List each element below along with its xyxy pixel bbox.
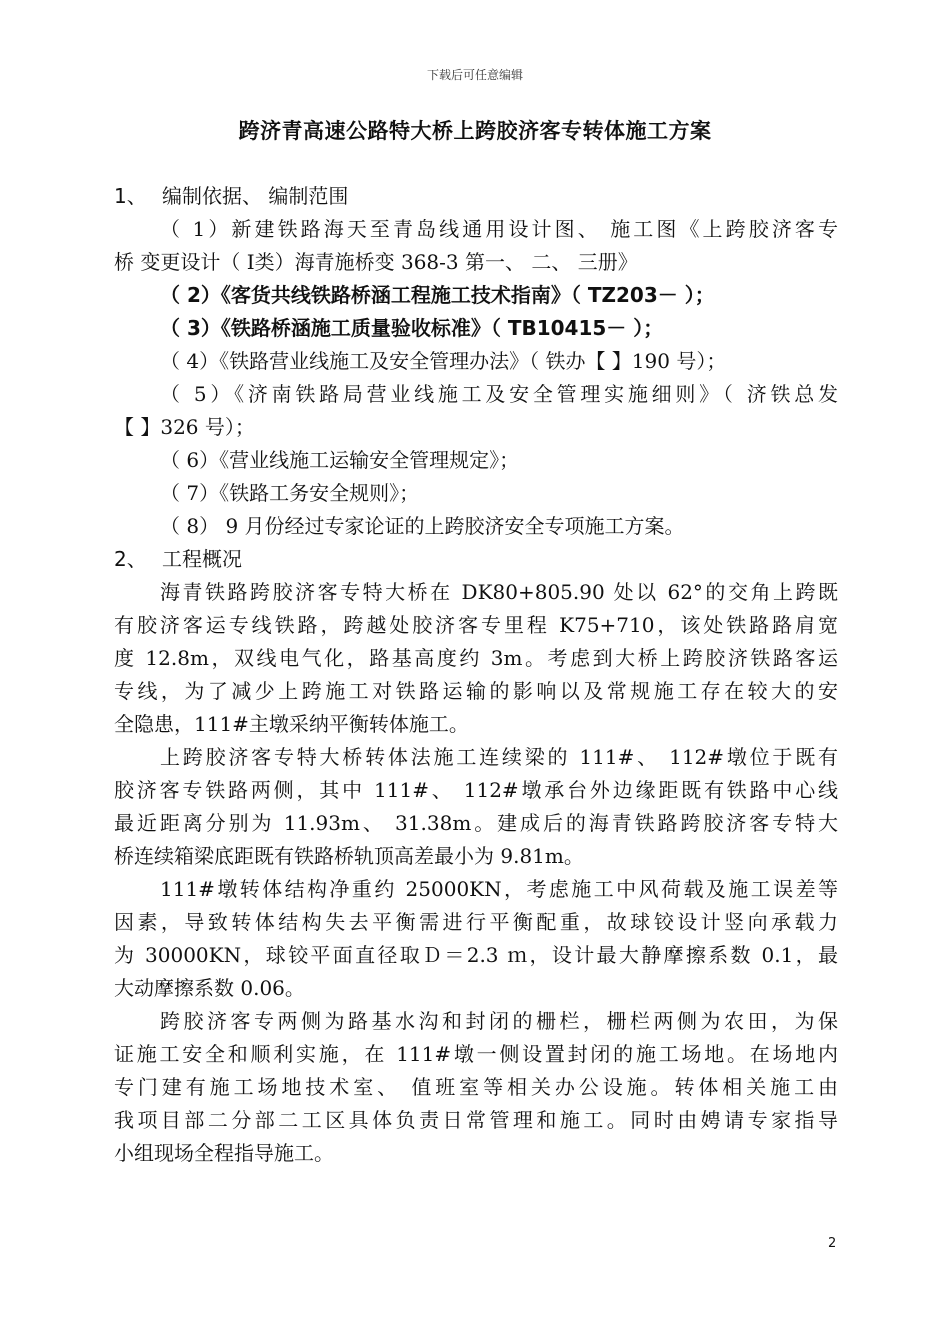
section-number: 1、: [114, 184, 147, 208]
paragraph: [114, 741, 838, 873]
reference-item-continuation: 【 】326 号）；: [114, 415, 255, 439]
document-body: [114, 180, 838, 1170]
text-line: 跨胶济客专两侧为路基水沟和封闭的栅栏，栅栏两侧为农田，为保: [160, 1009, 838, 1033]
text-line: 度 12.8m，双线电气化，路基高度约 3m。考虑到大桥上跨胶济铁路客运: [114, 646, 838, 670]
document-title: 跨济青高速公路特大桥上跨胶济客专转体施工方案: [238, 119, 712, 143]
text-line: 上跨胶济客专特大桥转体法施工连续梁的 111#、 112#墩位于既有: [160, 745, 838, 769]
paragraph: [114, 576, 838, 741]
reference-item: （ 2）《客货共线铁路桥涵工程施工技术指南》（ TZ203－ ）；: [160, 283, 715, 307]
text-line: 胶济客专铁路两侧，其中 111#、 112#墩承台外边缘距既有铁路中心线: [114, 778, 838, 802]
reference-item: （ 6）《营业线施工运输安全管理规定》；: [160, 448, 520, 472]
text-line: 111#墩转体结构净重约 25000KN，考虑施工中风荷载及施工误差等: [160, 877, 838, 901]
reference-item: （ 7）《铁路工务安全规则》；: [160, 481, 420, 505]
paragraph: [114, 1005, 838, 1170]
section-heading: [114, 543, 838, 576]
text-line: 我项目部二分部二工区具体负责日常管理和施工。同时由娉请专家指导: [114, 1108, 838, 1132]
paragraph: [114, 873, 838, 1005]
section-title: 编制依据、 编制范围: [162, 184, 349, 208]
reference-item: （ 5）《济南铁路局营业线施工及安全管理实施细则》（ 济铁总发: [160, 382, 838, 406]
text-line: 专线，为了减少上跨施工对铁路运输的影响以及常规施工存在较大的安: [114, 679, 838, 703]
page-number: 2: [828, 1236, 837, 1251]
text-line: 全隐患，111#主墩采纳平衡转体施工。: [114, 712, 469, 736]
page-header: 下载后可任意编辑: [426, 68, 523, 82]
text-line: 因素，导致转体结构失去平衡需进行平衡配重，故球铰设计竖向承载力: [114, 910, 838, 934]
reference-item: （ 8） 9 月份经过专家论证的上跨胶济安全专项施工方案。: [160, 514, 685, 538]
text-line: 专门建有施工场地技术室、 值班室等相关办公设施。转体相关施工由: [114, 1075, 838, 1099]
text-line: 桥连续箱梁底距既有铁路桥轨顶高差最小为 9.81m。: [114, 844, 584, 868]
reference-item: （ 4）《铁路营业线施工及安全管理办法》（ 铁办【 】190 号）；: [160, 349, 727, 373]
text-line: 大动摩擦系数 0.06。: [114, 976, 305, 1000]
text-line: 为 30000KN，球铰平面直径取Ｄ＝2.3 ｍ，设计最大静摩擦系数 0.1，最: [114, 943, 838, 967]
reference-item: （ 1）新建铁路海天至青岛线通用设计图、 施工图《上跨胶济客专: [160, 217, 838, 241]
section-number: 2、: [114, 547, 147, 571]
section-heading: [114, 180, 838, 213]
reference-item-continuation: 桥 变更设计（ Ⅰ类）海青施桥变 368-3 第一、 二、 三册》: [114, 250, 638, 274]
text-line: 有胶济客运专线铁路，跨越处胶济客专里程 K75+710，该处铁路路肩宽: [114, 613, 838, 637]
section-title: 工程概况: [162, 547, 242, 571]
text-line: 海青铁路跨胶济客专特大桥在 DK80+805.90 处以 62°的交角上跨既: [160, 580, 838, 604]
text-line: 小组现场全程指导施工。: [114, 1141, 334, 1165]
text-line: 最近距离分别为 11.93m、 31.38m。建成后的海青铁路跨胶济客专特大: [114, 811, 838, 835]
text-line: 证施工安全和顺利实施，在 111#墩一侧设置封闭的施工场地。在场地内: [114, 1042, 838, 1066]
reference-item: （ 3）《铁路桥涵施工质量验收标准》（ TB10415－ ）；: [160, 316, 664, 340]
